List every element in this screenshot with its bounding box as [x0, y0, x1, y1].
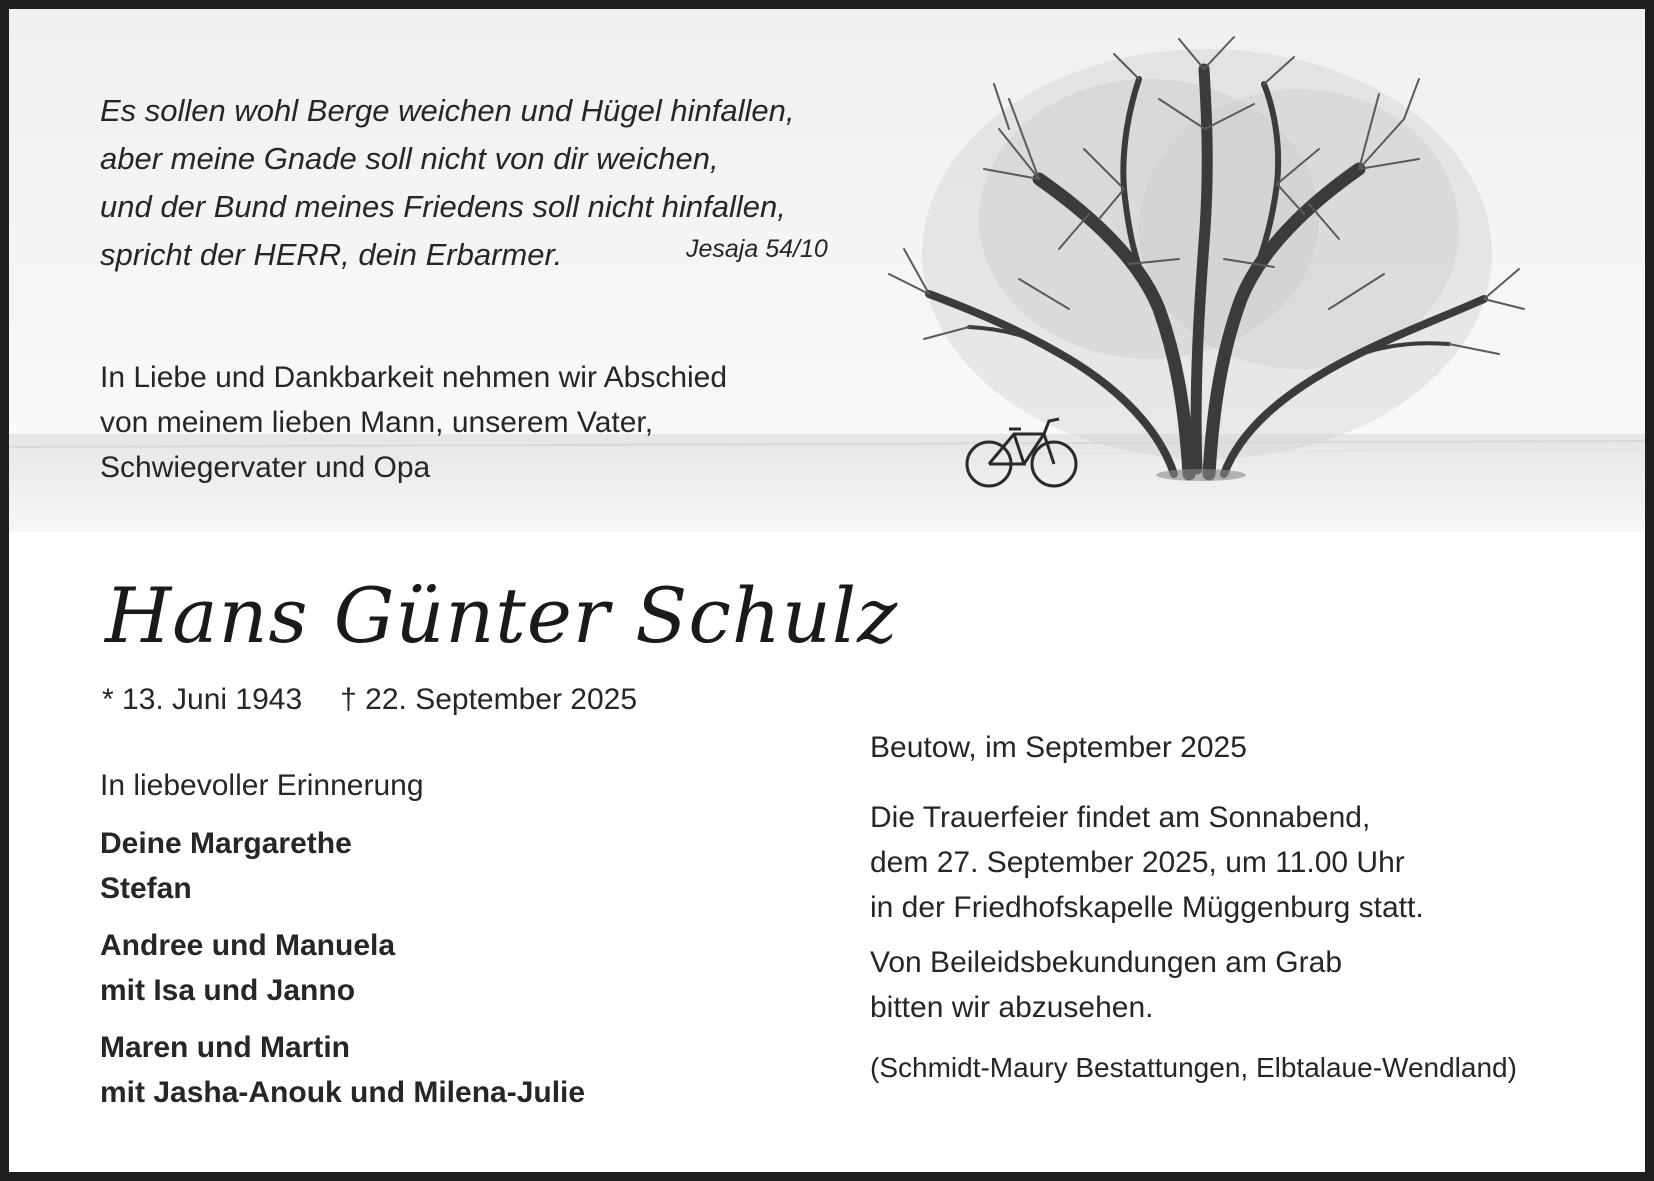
death-date: † 22. September 2025 — [340, 683, 638, 716]
mourner-line: Maren und Martin — [100, 1031, 351, 1064]
mourner-group — [100, 821, 585, 911]
verse-reference: Jesaja 54/10 — [686, 235, 828, 263]
verse-line: und der Bund meines Friedens soll nicht hinfallen, — [100, 189, 786, 224]
mourner-group — [100, 1025, 585, 1115]
place-and-date: Beutow, im September 2025 — [870, 731, 1247, 764]
service-line: dem 27. September 2025, um 11.00 Uhr — [870, 846, 1405, 879]
mourner-line: Stefan — [100, 872, 192, 905]
verse-line: aber meine Gnade soll nicht von dir weichen, — [100, 141, 719, 176]
request-line: bitten wir abzusehen. — [870, 991, 1154, 1024]
tree-icon — [889, 37, 1524, 481]
verse-line: spricht der HERR, dein Erbarmer. — [100, 237, 563, 272]
mourner-line: mit Isa und Janno — [100, 974, 356, 1007]
mourners-list — [100, 769, 585, 1127]
winter-landscape-banner — [9, 9, 1645, 532]
verse-line: Es sollen wohl Berge weichen und Hügel hinfallen, — [100, 93, 795, 128]
birth-date: * 13. Juni 1943 — [102, 683, 303, 716]
condolence-request — [870, 940, 1517, 1030]
undertaker-credit: (Schmidt-Maury Bestattungen, Elbtalaue-Wendland) — [870, 1052, 1517, 1083]
farewell-line: von meinem lieben Mann, unserem Vater, — [100, 406, 654, 439]
farewell-line: In Liebe und Dankbarkeit nehmen wir Abschied — [100, 361, 728, 394]
mourner-line: mit Jasha-Anouk und Milena-Julie — [100, 1076, 586, 1109]
request-line: Von Beileidsbekundungen am Grab — [870, 946, 1343, 979]
funeral-service-info — [870, 795, 1517, 930]
farewell-text — [100, 355, 727, 490]
life-dates — [102, 683, 675, 717]
mourners-intro: In liebevoller Erinnerung — [100, 769, 424, 802]
farewell-line: Schwiegervater und Opa — [100, 451, 431, 484]
deceased-name: Hans Günter Schulz — [105, 571, 899, 660]
mourner-line: Deine Margarethe — [100, 827, 352, 860]
service-line: in der Friedhofskapelle Müggenburg statt. — [870, 891, 1424, 924]
mourner-group — [100, 923, 585, 1013]
mourner-line: Andree und Manuela — [100, 929, 396, 962]
funeral-notice — [870, 731, 1517, 1084]
service-line: Die Trauerfeier findet am Sonnabend, — [870, 801, 1371, 834]
